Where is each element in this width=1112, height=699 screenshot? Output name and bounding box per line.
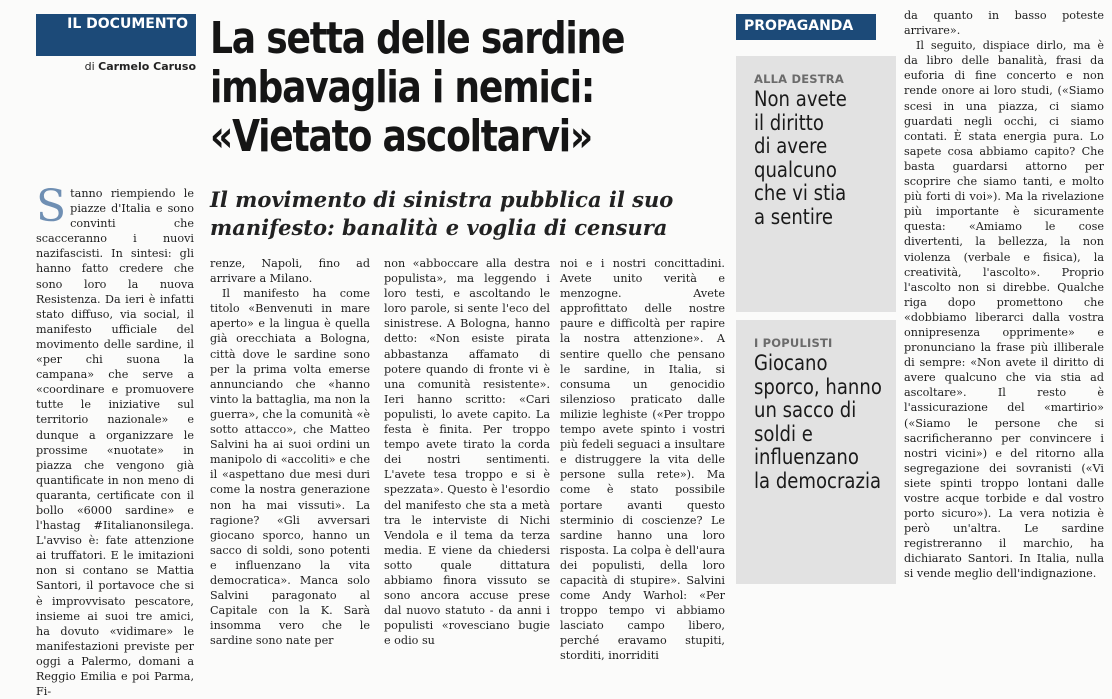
quote-line: a sentire	[754, 204, 834, 229]
section-label: IL DOCUMENTO	[67, 16, 188, 32]
paragraph: noi e i nostri concittadini. Avete unito verità e menzogne. Avete approfittato delle nostre paure e difficoltà per rapire la nostra attenzione». A sentire quello che pensano le sardine, in Italia, si consuma un genocidio silenzioso praticato dalle milizie leghiste («Per troppo tempo avete spinto i vostri più fedeli seguaci a insultare e distruggere la vita delle persone sulla rete»). Ma come è stato possibile portare avanti questo sterminio di coscienze? Le sardine hanno una loro risposta. La colpa è dell'aura dei populisti, della loro capacità di stupire». Salvini come Andy Warhol: «Per troppo tempo vi abbiamo lasciato campo libero, perché eravamo stupiti, storditi, inorriditi	[560, 257, 725, 663]
paragraph: non «abboccare alla destra populista», ma leggendo i loro testi, e ascoltando le loro parole, si sente l'eco del sinistrese. A Bologna, hanno detto: «Non esiste pirata abbastanza affamato di potere quando di fronte vi è una comunità resistente». Ieri hanno scritto: «Cari populisti, lo avete capito. La festa è finita. Per troppo tempo avete tirato la corda dei nostri sentimenti. L'avete tesa troppo e si è spezzata». Questo è l'esordio del manifesto che sta a metà tra le interviste di Nichi Vendola e il tema da terza media. E viene da chiedersi sotto quale dittatura abbiamo finora vissuto se sono ancora accuse prese dal nuovo statuto - da anni i populisti «rovesciano bugie e odio su	[384, 257, 550, 648]
headline-line: «Vietato ascoltarvi»	[210, 111, 592, 162]
drop-cap: S	[36, 181, 67, 232]
quote-line: Non avete	[754, 87, 847, 111]
byline-author: Carmelo Caruso	[98, 60, 196, 73]
quote-line: Giocano	[754, 351, 828, 375]
quote-line: sporco, hanno	[754, 374, 882, 399]
quote-line: un sacco di	[754, 398, 857, 422]
article-column-5	[904, 8, 1104, 582]
headline-line: La setta delle sardine	[210, 13, 625, 64]
headline-line: imbavaglia i nemici:	[210, 62, 595, 113]
section-header-propaganda	[736, 14, 876, 40]
paragraph: renze, Napoli, fino ad arrivare a Milano.	[210, 257, 370, 286]
quote-line: soldi e	[754, 421, 813, 446]
pull-quote-text	[754, 352, 893, 493]
article-column-3	[384, 256, 550, 648]
pull-quote-box-populisti	[736, 320, 896, 584]
quote-line: il diritto	[754, 110, 824, 135]
pull-quote-text	[754, 88, 893, 229]
article-column-1	[36, 181, 194, 699]
headline	[210, 14, 636, 161]
section-label: PROPAGANDA	[744, 18, 854, 34]
paragraph: Il manifesto ha come titolo «Benvenuti in mare aperto» e la lingua è quella già orecchiata a Bologna, città dove le sardine sono per la prima volta emerse annunciando che «hanno vinto la battaglia, ma non la guerra», che la comunità «è sotto attacco», che Matteo Salvini ha ai suoi ordini un manipolo di «accoliti» e che il «aspettano due mesi duri come la nostra generazione non ha mai vissuti». La ragione? «Gli avversari giocano sporco, hanno un sacco di soldi, sono potenti e influenzano la vita democratica». Manca solo Salvini paragonato al Capitale con la K. Sarà insomma vero che le sardine sono nate per	[210, 287, 370, 648]
quote-line: la democrazia	[754, 468, 882, 493]
pull-quote-label: I POPULISTI	[754, 336, 833, 350]
byline-prefix: di	[84, 60, 95, 73]
quote-line: che vi stia	[754, 181, 847, 205]
byline	[36, 60, 196, 73]
column-text: tanno riempiendo le piazze d'Italia e sono convinti che scacceranno i nuovi nazifascisti. In sintesi: gli hanno fatto credere che sono loro la nuova Resistenza. Da ieri è infatti stato diffuso, via social, il manifesto ufficiale del movimento delle sardine, il «per chi suona la campana» che serve a «coordinare e promuovere tutte le iniziative sul territorio nazionale» e dunque a organizzare le prossime «nuotate» in piazza che vengono già quantificate in non meno di quaranta, certificate con il bollo «6000 sardine» e l'hastag #Iitalianonsilega. L'avviso è: fate attenzione ai truffatori. E le imitazioni non si contano se Mattia Santori, il portavoce che si è improvvisato pescatore, insieme ai suoi tre amici, ha dovuto «vidimare» le manifestazioni previste per oggi a Palermo, domani a Reggio Emilia e poi Parma, Fi-	[36, 187, 194, 699]
quote-line: influenzano	[754, 445, 859, 469]
section-header-il-documento	[36, 14, 196, 56]
article-column-4	[560, 256, 725, 663]
subheadline: Il movimento di sinistra pubblica il suo manifesto: banalità e voglia di censura	[210, 187, 674, 240]
paragraph: da quanto in basso poteste arrivare».	[904, 9, 1104, 38]
paragraph: Il seguito, dispiace dirlo, ma è da libro delle banalità, frasi da euforia di fine concerto e non rende onore ai loro studi, («Siamo scesi in una piazza, ci siamo guardati negli occhi, ci siamo contati. È stata energia pura. Lo sapete cosa abbiamo capito? Che basta guardarsi attorno per scoprire che siamo tanti, e molto più forti di voi»). Ma la rivelazione più importante è sicuramente questa: «Amiamo le cose divertenti, la bellezza, la non violenza (verbale e fisica), la creatività, l'ascolto». Proprio l'ascolto non si direbbe. Qualche riga dopo promettono che «dobbiamo liberarci dalla vostra onnipresenza opprimente» e pronunciano la frase più illiberale di sempre: «Non avete il diritto di avere qualcuno che via stia ad ascoltare». Il resto è l'assicurazione del «martirio» («Siamo le persone che si sacrificheranno per convincere i nostri vicini») e del ritorno alla segregazione dei sovranisti («Vi siete spinti troppo lontani dalle vostre acque torbide e dal vostro porto sicuro»). La vera notizia è però un'altra. Le sardine registreranno il marchio, ha dichiarato Santori. In Italia, nulla si vende meglio dell'indignazione.	[904, 39, 1104, 581]
pull-quote-label: ALLA DESTRA	[754, 72, 844, 86]
article-column-2	[210, 256, 370, 648]
quote-line: qualcuno	[754, 157, 837, 182]
quote-line: di avere	[754, 134, 828, 158]
pull-quote-box-destra	[736, 56, 896, 312]
